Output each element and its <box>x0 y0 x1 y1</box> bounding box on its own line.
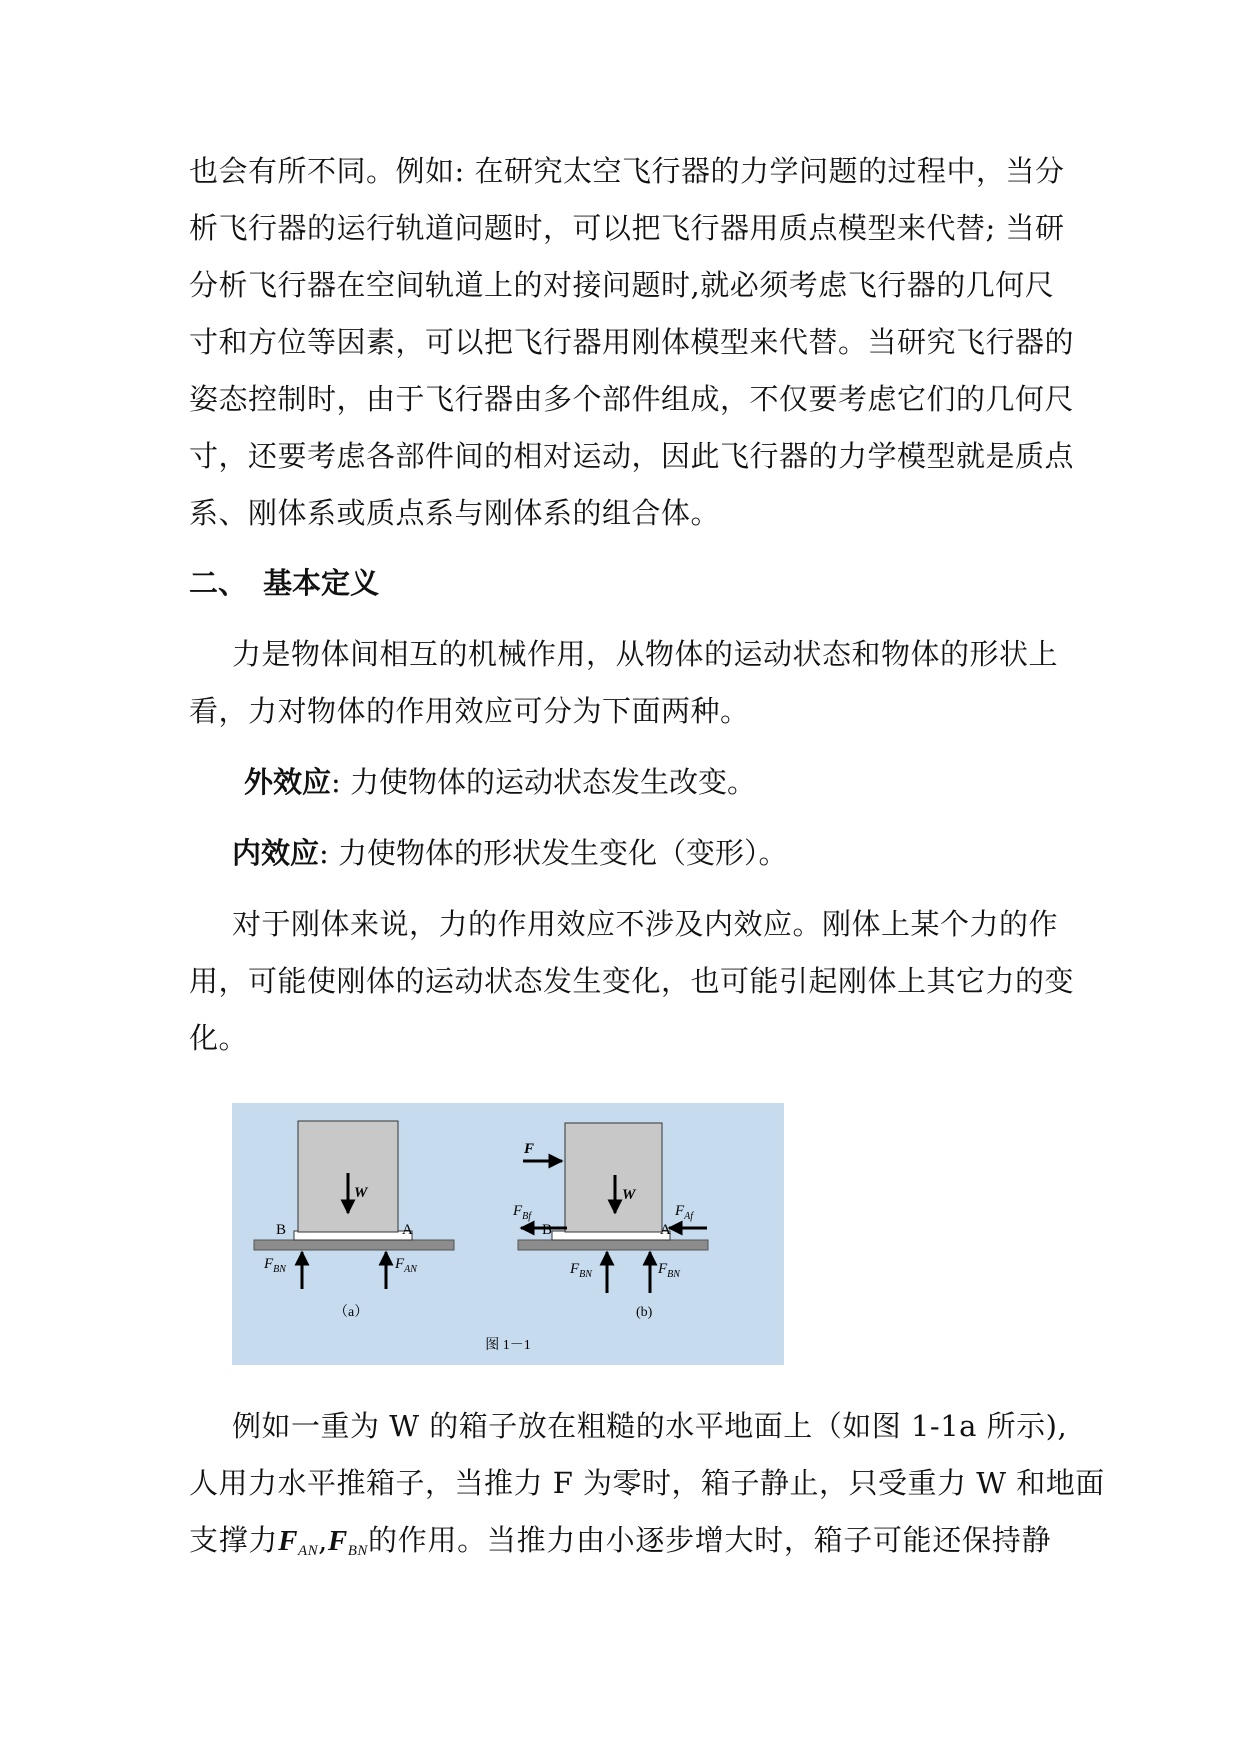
force-fbn-label: $F_{BN}$ <box>658 1261 680 1280</box>
paragraph-line: 化。 <box>189 1021 249 1055</box>
force-diagram-svg <box>232 1103 784 1365</box>
section-number: 二、 <box>189 566 248 600</box>
text-segment: 的作用。当推力由小逐步增大时，箱子可能还保持静 <box>367 1523 1051 1557</box>
ground <box>254 1240 454 1250</box>
math-symbol-f: F <box>278 1525 298 1557</box>
external-effect-definition <box>244 762 756 802</box>
paragraph-line: 用，可能使刚体的运动状态发生变化，也可能引起刚体上其它力的变 <box>189 964 1075 998</box>
math-subscript: AN <box>297 1543 319 1559</box>
force-fbf-label: $F_{Bf}$ <box>513 1203 532 1222</box>
internal-effect-definition <box>232 833 788 873</box>
paragraph-line-with-math <box>189 1520 1051 1571</box>
point-a-label: A <box>660 1222 671 1238</box>
force-fbn-label: $F_{BN}$ <box>570 1261 592 1280</box>
paragraph-line: 析飞行器的运行轨道问题时，可以把飞行器用质点模型来代替; 当研 <box>189 211 1065 245</box>
paragraph-line: 对于刚体来说，力的作用效应不涉及内效应。刚体上某个力的作 <box>232 907 1059 941</box>
paragraph-line: 姿态控制时，由于飞行器由多个部件组成，不仅要考虑它们的几何尺 <box>189 382 1075 416</box>
point-b-label: B <box>276 1222 287 1238</box>
paragraph-line: 力是物体间相互的机械作用，从物体的运动状态和物体的形状上 <box>232 637 1059 671</box>
paragraph-line: 看，力对物体的作用效应可分为下面两种。 <box>189 694 750 728</box>
paragraph-line: 系、刚体系或质点系与刚体系的组合体。 <box>189 496 721 530</box>
force-fbn-label: $F_{BN}$ <box>264 1256 286 1275</box>
figure-caption: 图 1－1 <box>485 1338 531 1353</box>
paragraph-line: 人用力水平推箱子，当推力 F 为零时，箱子静止，只受重力 W 和地面 <box>189 1466 1105 1500</box>
math-comma: , <box>318 1523 328 1557</box>
ground <box>518 1240 708 1250</box>
section-title: 基本定义 <box>263 566 380 600</box>
internal-effect-term: 内效应 <box>232 836 320 870</box>
point-b-label: B <box>542 1222 553 1238</box>
push-force-label: F <box>524 1141 535 1157</box>
point-a-label: A <box>402 1222 413 1238</box>
text-segment: 支撑力 <box>189 1523 279 1557</box>
paragraph-line: 也会有所不同。例如: 在研究太空飞行器的力学问题的过程中，当分 <box>189 154 1065 188</box>
paragraph-line: 例如一重为 W 的箱子放在粗糙的水平地面上（如图 1-1a 所示), <box>232 1409 1068 1443</box>
label-b: (b) <box>636 1305 653 1320</box>
force-fan-label: $F_{AN}$ <box>395 1256 417 1275</box>
external-effect-text: : 力使物体的运动状态发生改变。 <box>331 765 757 799</box>
force-diagram-figure <box>232 1103 784 1365</box>
label-a: （a） <box>334 1305 369 1320</box>
math-subscript: BN <box>347 1543 368 1559</box>
internal-effect-text: : 力使物体的形状发生变化（变形）。 <box>319 836 788 870</box>
paragraph-line: 寸和方位等因素，可以把飞行器用刚体模型来代替。当研究飞行器的 <box>189 325 1075 359</box>
paragraph-line: 分析飞行器在空间轨道上的对接问题时,就必须考虑飞行器的几何尺 <box>189 268 1055 302</box>
weight-label: W <box>354 1185 368 1201</box>
paragraph-line: 寸，还要考虑各部件间的相对运动，因此飞行器的力学模型就是质点 <box>189 439 1075 473</box>
force-faf-label: $F_{Af}$ <box>675 1203 694 1222</box>
external-effect-term: 外效应 <box>244 765 332 799</box>
weight-label: W <box>622 1187 636 1203</box>
section-heading <box>189 563 379 603</box>
math-symbol-f: F <box>327 1525 348 1557</box>
